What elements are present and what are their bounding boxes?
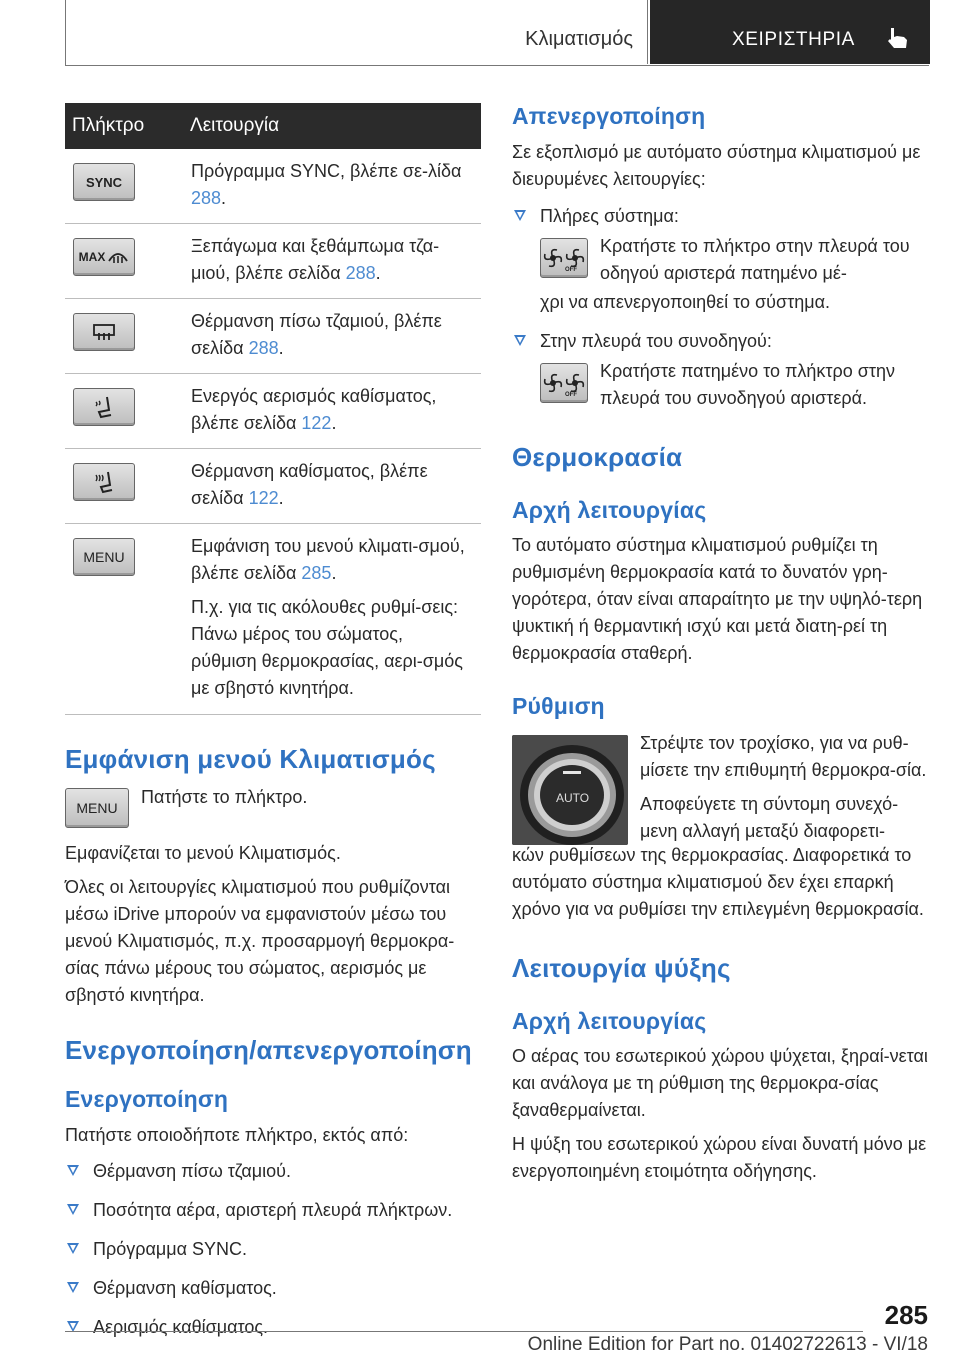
left-column	[65, 103, 481, 1341]
table-row: MENU Εμφάνιση του μενού κλιματι-σμού, βλέπε σελίδα 285. Π.χ. για τις ακόλουθες ρυθμί-σεις: Πάνω μέρος του σώματος, ρύθμιση θερμοκρασίας, αερι-σμός με σβηστό κινητήρα.	[65, 524, 481, 715]
hand-pointer-icon	[884, 26, 912, 50]
page-link[interactable]: 122	[301, 413, 332, 433]
temperature-setting-title: Ρύθμιση	[512, 693, 605, 719]
deactivation-title: Απενεργοποίηση	[512, 103, 706, 129]
menu-section-title: Εμφάνιση μενού Κλιματισμός	[65, 744, 436, 774]
activation-intro: Πατήστε οποιοδήποτε πλήκτρο, εκτός από:	[65, 1125, 409, 1145]
activation-title: Ενεργοποίηση/απενεργοποίηση	[65, 1035, 472, 1065]
chapter-title: ΧΕΙΡΙΣΤΗΡΙΑ	[732, 29, 855, 50]
deactivation-item1-text: Κρατήστε το πλήκτρο στην πλευρά του οδηγού αριστερά πατημένο μέ-	[600, 236, 910, 283]
rear-window-heating-button-icon	[73, 313, 135, 351]
page-link[interactable]: 288	[191, 188, 222, 208]
cooling-p2: Η ψύξη του εσωτερικού χώρου είναι δυνατή μόνο με ενεργοποιημένη ετοιμότητα οδήγησης.	[512, 1134, 927, 1181]
list-item: Στην πλευρά του συνοδηγού:	[512, 328, 930, 355]
triangle-bullet-icon	[67, 1204, 79, 1215]
deactivation-intro: Σε εξοπλισμό με αυτόματο σύστημα κλιματισμού με διευρυμένες λειτουργίες:	[512, 142, 921, 189]
list-item: Πλήρες σύστημα:	[512, 203, 930, 230]
setting-p2a: Αποφεύγετε τη σύντομη συνεχό-μενη αλλαγή μεταξύ διαφορετι-	[640, 794, 899, 841]
page-link[interactable]: 288	[248, 338, 279, 358]
cooling-p1: Ο αέρας του εσωτερικού χώρου ψύχεται, ξηραί-νεται και ανάλογα με τη ρύθμιση της θερμοκρα-σίας ξαναθερμαίνεται.	[512, 1046, 928, 1120]
seat-ventilation-button-icon	[73, 388, 135, 426]
triangle-bullet-icon	[514, 210, 526, 221]
page-number: 285	[884, 1300, 928, 1330]
triangle-bullet-icon	[67, 1165, 79, 1176]
triangle-bullet-icon	[67, 1243, 79, 1254]
list-item: Αερισμός καθίσματος.	[65, 1314, 481, 1341]
table-row: Ενεργός αερισμός καθίσματος, βλέπε σελίδα 122.	[65, 374, 481, 449]
page-header	[65, 0, 929, 66]
list-item: Θέρμανση καθίσματος.	[65, 1275, 481, 1302]
menu-button-icon: MENU	[65, 788, 129, 828]
deactivation-list	[512, 203, 930, 230]
footer-edition: Online Edition for Part no. 01402722613 - VI/18	[527, 1334, 928, 1355]
table-header-function: Λειτουργία	[185, 103, 481, 149]
temperature-principle-title: Αρχή λειτουργίας	[512, 497, 707, 523]
triangle-bullet-icon	[514, 335, 526, 346]
list-item: Πρόγραμμα SYNC.	[65, 1236, 481, 1263]
key-function-table	[65, 103, 481, 715]
cooling-principle-title: Αρχή λειτουργίας	[512, 1008, 707, 1034]
temperature-principle-text: Το αυτόματο σύστημα κλιματισμού ρυθμίζει τη ρυθμισμένη θερμοκρασία κατά το δυνατόν γρη-γορότερα, όταν είναι απαραίτητο με την υψηλό-τερη ψυκτική ή θερμαντική ισχύ και μετά διατη-ρεί τη θερμοκρασία σταθερή.	[512, 535, 923, 663]
setting-p1: Στρέψτε τον τροχίσκο, για να ρυθ-μίσετε την επιθυμητή θερμοκρα-σία.	[640, 733, 927, 780]
footer-divider	[65, 1331, 863, 1332]
page-link[interactable]: 285	[301, 563, 332, 583]
list-item: Ποσότητα αέρα, αριστερή πλευρά πλήκτρων.	[65, 1197, 481, 1224]
activation-list	[65, 1158, 481, 1341]
fan-off-button-icon	[540, 238, 588, 278]
fan-off-button-icon	[540, 363, 588, 403]
section-title: Κλιματισμός	[525, 28, 633, 50]
deactivation-list-2	[512, 328, 930, 355]
chapter-tab	[650, 0, 930, 64]
svg-text:OFF: OFF	[565, 392, 577, 397]
menu-p1: Εμφανίζεται το μενού Κλιματισμός.	[65, 843, 341, 863]
auto-knob-image	[512, 735, 628, 845]
cooling-title: Λειτουργία ψύξης	[512, 953, 731, 983]
list-item: Θέρμανση πίσω τζαμιού.	[65, 1158, 481, 1185]
deactivation-item1-cont: χρι να απενεργοποιηθεί το σύστημα.	[540, 292, 831, 312]
table-row: Θέρμανση καθίσματος, βλέπε σελίδα 122.	[65, 449, 481, 524]
max-defrost-button-icon: MAX	[73, 238, 135, 276]
menu-press-text: Πατήστε το πλήκτρο.	[141, 787, 308, 807]
activation-subtitle: Ενεργοποίηση	[65, 1086, 229, 1112]
sync-button-icon: SYNC	[73, 163, 135, 201]
page-link[interactable]: 122	[248, 488, 279, 508]
table-row: MAX Ξεπάγωμα και ξεθάμπωμα τζα-μιού, βλέπε σελίδα 288.	[65, 224, 481, 299]
temperature-title: Θερμοκρασία	[512, 442, 683, 472]
right-column	[512, 103, 930, 1185]
page-link[interactable]: 288	[345, 263, 376, 283]
table-row: Θέρμανση πίσω τζαμιού, βλέπε σελίδα 288.	[65, 299, 481, 374]
table-row: SYNC Πρόγραμμα SYNC, βλέπε σε-λίδα 288.	[65, 149, 481, 224]
triangle-bullet-icon	[67, 1282, 79, 1293]
svg-text:AUTO: AUTO	[556, 791, 590, 805]
section-title-box	[66, 0, 648, 64]
seat-heating-button-icon	[73, 463, 135, 501]
table-header-key: Πλήκτρο	[65, 103, 185, 149]
svg-text:OFF: OFF	[565, 267, 577, 272]
menu-p2: Όλες οι λειτουργίες κλιματισμού που ρυθμίζονται μέσω iDrive μπορούν να εμφανιστούν μέσω του μενού Κλιματισμός, π.χ. προσαρμογή θερμοκρα-σίας πάνω μέρους του σώματος, αερισμός με σβηστό κινητήρα.	[65, 877, 455, 1005]
deactivation-item2-text: Κρατήστε πατημένο το πλήκτρο στην πλευρά του συνοδηγού αριστερά.	[600, 361, 896, 408]
menu-button-icon: MENU	[73, 538, 135, 576]
setting-p2b: κών ρυθμίσεων της θερμοκρασίας. Διαφορετικά το αυτόματο σύστημα κλιματισμού δεν έχει επαρκή χρόνο για να ρυθμίσει την επιλεγμένη θερμοκρασία.	[512, 845, 924, 919]
